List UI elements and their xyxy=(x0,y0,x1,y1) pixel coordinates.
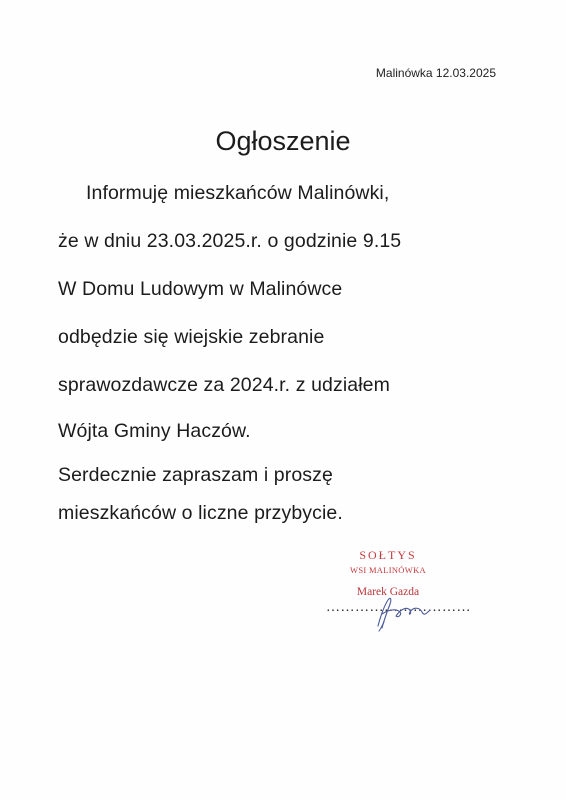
body-line-6: Wójta Gminy Haczów. xyxy=(58,420,251,442)
body-line-3: W Domu Ludowym w Malinówce xyxy=(58,278,343,300)
body-line-2: że w dniu 23.03.2025.r. o godzinie 9.15 xyxy=(58,230,402,252)
body-line-7: Serdecznie zapraszam i proszę xyxy=(58,464,333,486)
date-line: Malinówka 12.03.2025 xyxy=(375,66,496,80)
signature-dotted-line: ………………………… xyxy=(326,600,471,615)
body-line-5: sprawozdawcze za 2024.r. z udziałem xyxy=(58,374,390,396)
stamp-subtitle: WSI MALINÓWKA xyxy=(350,565,426,575)
official-stamp xyxy=(318,548,458,598)
document-title: Ogłoszenie xyxy=(215,126,351,156)
stamp-name: Marek Gazda xyxy=(356,586,420,598)
handwritten-signature-icon xyxy=(370,592,440,632)
body-line-1: Informuję mieszkańców Malinówki, xyxy=(86,182,390,204)
stamp-title: SOŁTYS xyxy=(359,548,417,562)
body-line-8: mieszkańców o liczne przybycie. xyxy=(58,502,343,524)
body-line-4: odbędzie się wiejskie zebranie xyxy=(58,326,325,348)
